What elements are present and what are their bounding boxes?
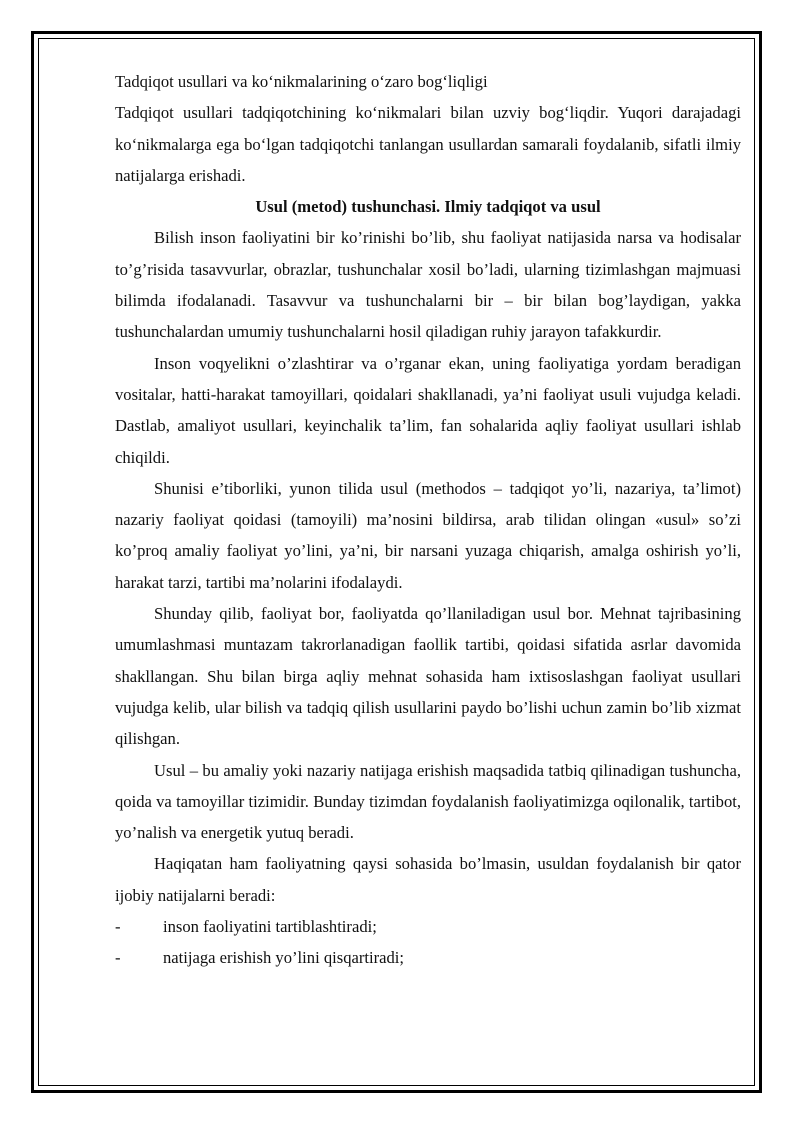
paragraph: Haqiqatan ham faoliyatning qaysi sohasida bo’lmasin, usuldan foydalanish bir qator ijobiy natijalarni beradi: [115,854,741,905]
list-item-text: inson faoliyatini tartiblashtiradi; [163,917,377,937]
bullet-dash: - [115,917,121,937]
section-title: Usul (metod) tushunchasi. Ilmiy tadqiqot va usul [255,197,601,217]
paragraph: Shunisi e’tiborliki, yunon tilida usul (methodos – tadqiqot yo’li, nazariya, ta’limot) nazariy faoliyat qoidasi (tamoyili) ma’nosini bildirsa, arab tilidan olingan «usul» so’zi ko’proq amaliy faoliyat yo’lini, ya’ni, bir narsani yuzaga chiqarish, amalga oshirish yo’li, harakat tarzi, tartibi ma’nolarini ifodalaydi. [115,478,741,592]
paragraph: Inson voqyelikni o’zlashtirar va o’rganar ekan, uning faoliyatiga yordam beradigan vositalar, hatti-harakat tamoyillari, qoidalari shakllanadi, ya’ni faoliyat usuli vujudga keladi. Dastlab, amaliyot usullari, keyinchalik ta’lim, fan sohalarida aqliy faoliyat usullari ishlab chiqildi. [115,353,741,467]
paragraph: Usul – bu amaliy yoki nazariy natijaga erishish maqsadida tatbiq qilinadigan tushuncha, qoida va tamoyillar tizimidir. Bunday tizimdan foydalanish faoliyatimizga oqilonalik, tartibot, yo’nalish va energetik yutuq beradi. [115,760,741,843]
list-item [115,942,741,973]
list-item-text: natijaga erishish yo’lini qisqartiradi; [163,948,405,968]
document-body [115,66,741,974]
heading-line: Tadqiqot usullari va ko‘nikmalarining o‘zaro bog‘liqligi [115,72,488,91]
bullet-dash: - [115,948,121,968]
list-item [115,911,741,942]
paragraph: Shunday qilib, faoliyat bor, faoliyatda qo’llaniladigan usul bor. Mehnat tajribasining umumlashmasi muntazam takrorlanadigan faollik tartibi, qoidasi sifatida asrlar davomida shakllangan. Shu bilan birga aqliy mehnat sohasida ham ixtisoslashgan faoliyat usullari vujudga kelib, ular bilish va tadqiq qilish usullarini paydo bo’lishi uchun zamin bo’lib xizmat qilishgan. [115,604,741,749]
paragraph: Bilish inson faoliyatini bir ko’rinishi bo’lib, shu faoliyat natijasida narsa va hodisalar to’g’risida tasavvurlar, obrazlar, tushunchalar xosil bo’ladi, ularning tizimlashgan majmuasi bilimda ifodalanadi. Tasavvur va tushunchalarni bir – bir bilan bog’laydigan, yakka tushunchalardan umumiy tushunchalarni hosil qiladigan ruhiy jarayon tafakkurdir. [115,228,741,342]
intro-paragraph: Tadqiqot usullari tadqiqotchining ko‘nikmalari bilan uzviy bog‘liqdir. Yuqori darajadagi ko‘nikmalarga ega bo‘lgan tadqiqotchi tanlangan usullardan samarali foydalanib, sifatli ilmiy natijalarga erishadi. [115,103,741,185]
